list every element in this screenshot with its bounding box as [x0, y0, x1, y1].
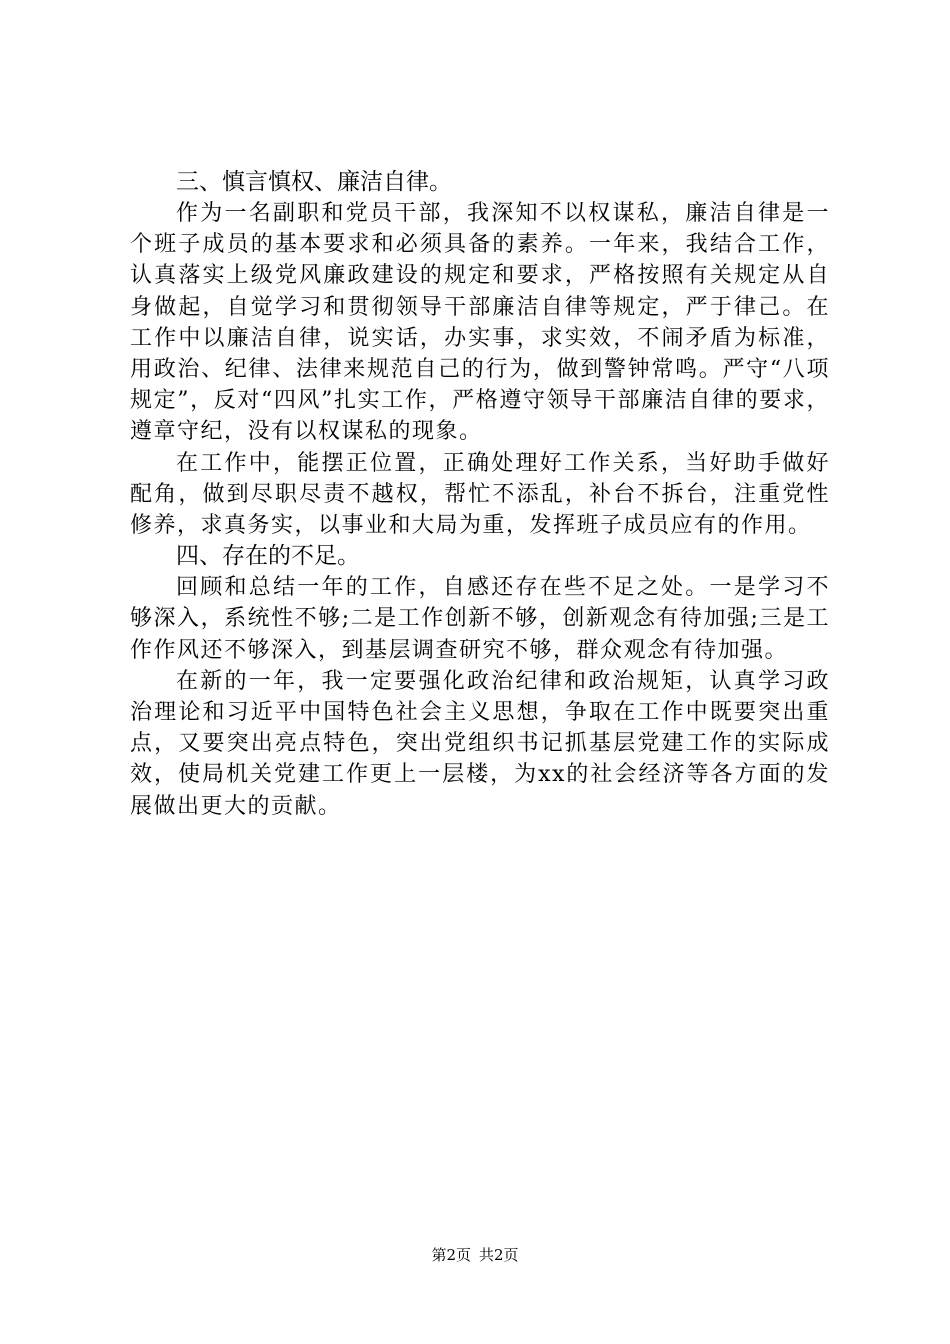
page-number: 第2页: [431, 1246, 471, 1264]
paragraph: 在新的一年，我一定要强化政治纪律和政治规矩，认真学习政治理论和习近平中国特色社会主义思想，争取在工作中既要突出重点，又要突出亮点特色，突出党组织书记抓基层党建工作的实际成效，使局机关党建工作更上一层楼，为xx的社会经济等各方面的发展做出更大的贡献。: [130, 668, 830, 819]
paragraph: 作为一名副职和党员干部，我深知不以权谋私，廉洁自律是一个班子成员的基本要求和必须具备的素养。一年来，我结合工作，认真落实上级党风廉政建设的规定和要求，严格按照有关规定从自身做起，自觉学习和贯彻领导干部廉洁自律等规定，严于律己。在工作中以廉洁自律，说实话，办实事，求实效，不闹矛盾为标准，用政治、纪律、法律来规范自己的行为，做到警钟常鸣。严守“八项规定”，反对“四风”扎实工作，严格遵守领导干部廉洁自律的要求，遵章守纪，没有以权谋私的现象。: [130, 201, 830, 445]
section-heading-4: 四、存在的不足。: [176, 543, 360, 570]
paragraph: 在工作中，能摆正位置，正确处理好工作关系，当好助手做好配角，做到尽职尽责不越权，帮忙不添乱，补台不拆台，注重党性修养，求真务实，以事业和大局为重，发挥班子成员应有的作用。: [130, 450, 830, 539]
page-footer: [0, 1245, 950, 1265]
document-body: [130, 167, 830, 822]
page-total: 共2页: [479, 1246, 519, 1264]
paragraph: 回顾和总结一年的工作，自感还存在些不足之处。一是学习不够深入，系统性不够;二是工作创新不够，创新观念有待加强;三是工作作风还不够深入，到基层调查研究不够，群众观念有待加强。: [130, 575, 830, 663]
section-heading-3: 三、慎言慎权、廉洁自律。: [176, 169, 452, 195]
